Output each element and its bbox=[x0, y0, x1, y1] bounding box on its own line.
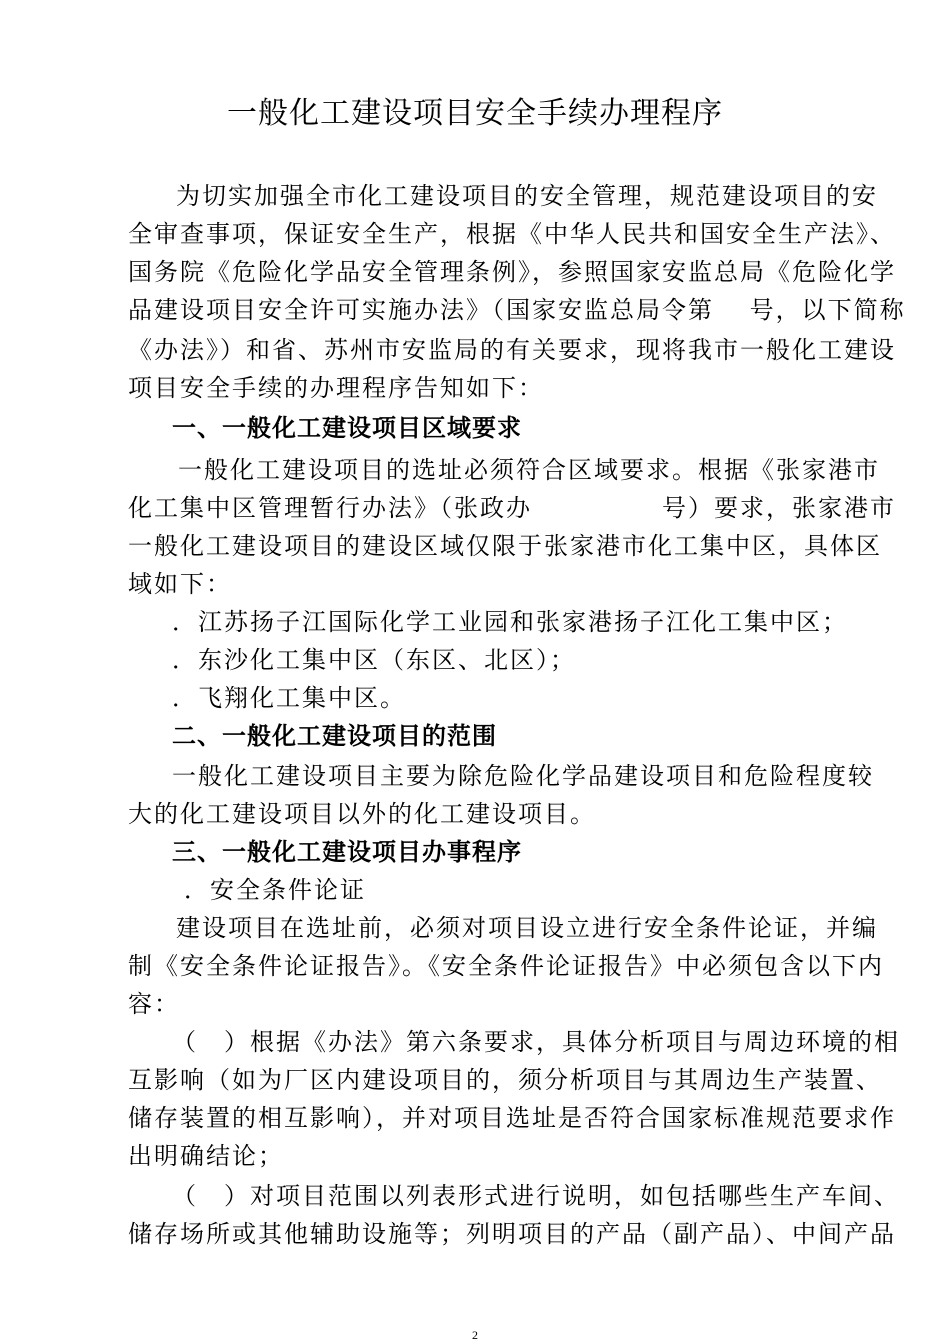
paragraph-line: 化工集中区管理暂行办法》（张政办 号）要求，张家港市 bbox=[128, 494, 896, 522]
paragraph-line: 全审查事项，保证安全生产，根据《中华人民共和国安全生产法》、 bbox=[128, 220, 896, 248]
paragraph-line: 《办法》）和省、苏州市安监局的有关要求，现将我市一般化工建设 bbox=[128, 336, 896, 364]
paragraph-line: 容： bbox=[128, 990, 180, 1018]
paragraph-line: 一般化工建设项目的选址必须符合区域要求。根据《张家港市 bbox=[178, 456, 880, 484]
paragraph-line: 制《安全条件论证报告》。《安全条件论证报告》中必须包含以下内 bbox=[128, 952, 884, 980]
paragraph-line: 品建设项目安全许可实施办法》（国家安监总局令第 号，以下简称 bbox=[128, 296, 906, 324]
paragraph-line: 项目安全手续的办理程序告知如下： bbox=[128, 374, 544, 402]
paragraph-line: 域如下： bbox=[128, 570, 232, 598]
paragraph-line: 储存场所或其他辅助设施等；列明项目的产品（副产品）、中间产品 bbox=[128, 1220, 896, 1248]
paragraph-line: 为切实加强全市化工建设项目的安全管理，规范建设项目的安 bbox=[176, 182, 878, 210]
list-item: ．东沙化工集中区（东区、北区）； bbox=[172, 646, 576, 674]
paragraph-line: 一般化工建设项目的建设区域仅限于张家港市化工集中区，具体区 bbox=[128, 532, 882, 560]
paragraph-line: 互影响（如为厂区内建设项目的，须分析项目与其周边生产装置、 bbox=[128, 1066, 882, 1094]
section-heading-2: 二、一般化工建设项目的范围 bbox=[172, 722, 497, 750]
paragraph-line: 大的化工建设项目以外的化工建设项目。 bbox=[128, 800, 596, 828]
paragraph-line: 一般化工建设项目主要为除危险化学品建设项目和危险程度较 bbox=[172, 762, 874, 790]
paragraph-line: （ ）根据《办法》第六条要求，具体分析项目与周边环境的相 bbox=[172, 1028, 900, 1056]
paragraph-line: （ ）对项目范围以列表形式进行说明，如包括哪些生产车间、 bbox=[172, 1182, 900, 1210]
section-heading-3: 三、一般化工建设项目办事程序 bbox=[172, 838, 522, 866]
section-heading-1: 一、一般化工建设项目区域要求 bbox=[172, 414, 522, 442]
paragraph-line: 国务院《危险化学品安全管理条例》，参照国家安监总局《危险化学 bbox=[128, 258, 896, 286]
list-item: ．飞翔化工集中区。 bbox=[172, 684, 406, 712]
subsection-heading: ．安全条件论证 bbox=[184, 876, 366, 904]
page-number: 2 bbox=[472, 1328, 478, 1342]
document-title: 一般化工建设项目安全手续办理程序 bbox=[227, 96, 723, 131]
paragraph-line: 出明确结论； bbox=[128, 1142, 284, 1170]
paragraph-line: 储存装置的相互影响），并对项目选址是否符合国家标准规范要求作 bbox=[128, 1104, 896, 1132]
list-item: ．江苏扬子江国际化学工业园和张家港扬子江化工集中区； bbox=[172, 608, 848, 636]
paragraph-line: 建设项目在选址前，必须对项目设立进行安全条件论证，并编 bbox=[176, 914, 878, 942]
